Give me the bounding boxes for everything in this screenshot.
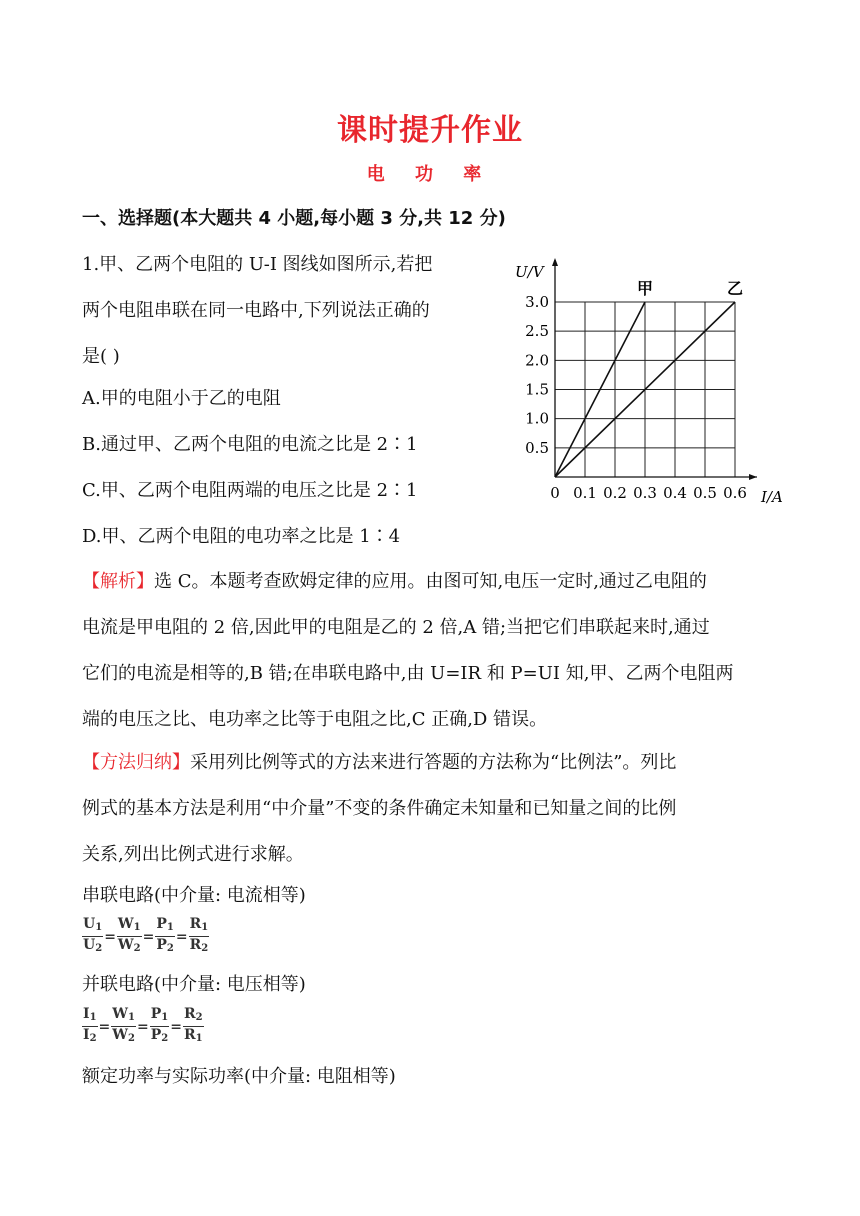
x-tick-label: 0.5 [693, 484, 717, 502]
option-a: A.甲的电阻小于乙的电阻 [82, 388, 281, 409]
analysis-line: 它们的电流是相等的,B 错;在串联电路中,由 U=IR 和 P=UI 知,甲、乙两个电阻两 [82, 663, 734, 684]
fraction [183, 1006, 204, 1047]
option-d: D.甲、乙两个电阻的电功率之比是 1∶4 [82, 526, 401, 547]
fraction [111, 1006, 136, 1047]
numerator: $W_1$ [111, 1006, 136, 1027]
equals-sign: = [142, 928, 155, 945]
numerator: $P_1$ [150, 1006, 170, 1027]
series-label: 甲 [636, 279, 654, 298]
analysis-line: 电流是甲电阻的 2 倍,因此甲的电阻是乙的 2 倍,A 错;当把它们串联起来时,通过 [82, 617, 710, 638]
option-c: C.甲、乙两个电阻两端的电压之比是 2∶1 [82, 480, 418, 501]
x-axis-arrow [749, 474, 757, 480]
y-axis-label: U/V [515, 263, 544, 281]
y-axis-arrow [552, 258, 558, 266]
parallel-label: 并联电路(中介量: 电压相等) [82, 974, 306, 995]
fraction [150, 1006, 170, 1047]
rated-label: 额定功率与实际功率(中介量: 电阻相等) [82, 1066, 396, 1087]
method-line [82, 748, 676, 774]
x-axis-label: I/A [761, 488, 783, 506]
parallel-formula [82, 1006, 204, 1047]
analysis-text: 选 C。本题考查欧姆定律的应用。由图可知,电压一定时,通过乙电阻的 [154, 571, 707, 592]
origin-label: 0 [550, 484, 560, 502]
equals-sign: = [104, 928, 116, 945]
denominator: $R_1$ [183, 1027, 203, 1044]
fraction [189, 916, 210, 957]
method-line: 例式的基本方法是利用“中介量”不变的条件确定未知量和已知量之间的比例 [82, 798, 677, 819]
numerator: $U_1$ [82, 916, 103, 937]
x-tick-label: 0.4 [663, 484, 687, 502]
denominator: $I_2$ [83, 1027, 97, 1044]
x-tick-label: 0.3 [633, 484, 657, 502]
y-tick-label: 1.5 [525, 380, 549, 399]
denominator: $W_2$ [112, 1027, 135, 1044]
series-label: 串联电路(中介量: 电流相等) [82, 885, 306, 906]
denominator: $P_2$ [150, 1027, 169, 1044]
analysis-tag: 【解析】 [82, 571, 154, 592]
page-subtitle: 电 功 率 [366, 164, 494, 185]
ui-chart [505, 248, 795, 510]
method-text: 采用列比例等式的方法来进行答题的方法称为“比例法”。列比 [190, 752, 677, 773]
fraction [155, 916, 175, 957]
equals-sign: = [170, 1018, 182, 1035]
fraction [82, 916, 103, 957]
question-line: 1.甲、乙两个电阻的 U-I 图线如图所示,若把 [82, 254, 433, 275]
question-line: 两个电阻串联在同一电路中,下列说法正确的 [82, 300, 430, 321]
x-tick-label: 0.2 [603, 484, 627, 502]
equals-sign: = [175, 928, 188, 945]
y-tick-label: 0.5 [525, 438, 549, 457]
numerator: $R_2$ [183, 1006, 204, 1027]
numerator: $I_1$ [82, 1006, 98, 1027]
method-tag: 【方法归纳】 [82, 752, 190, 773]
y-tick-label: 2.0 [525, 351, 549, 370]
x-tick-label: 0.1 [573, 484, 597, 502]
series-formula [82, 916, 209, 957]
x-tick-label: 0.6 [723, 484, 747, 502]
method-line: 关系,列出比例式进行求解。 [82, 844, 304, 865]
denominator: $R_2$ [189, 937, 209, 954]
denominator: $P_2$ [156, 937, 174, 954]
numerator: $R_1$ [189, 916, 210, 937]
y-tick-label: 3.0 [525, 293, 549, 311]
analysis-line: 端的电压之比、电功率之比等于电阻之比,C 正确,D 错误。 [82, 709, 548, 730]
fraction [117, 916, 142, 957]
numerator: $W_1$ [117, 916, 142, 937]
section-heading: 一、选择题(本大题共 4 小题,每小题 3 分,共 12 分) [82, 208, 506, 229]
fraction [82, 1006, 98, 1047]
equals-sign: = [98, 1018, 111, 1035]
denominator: $W_2$ [117, 937, 141, 954]
equals-sign: = [136, 1018, 149, 1035]
denominator: $U_2$ [83, 937, 103, 954]
series-label: 乙 [726, 279, 744, 298]
y-tick-label: 1.0 [525, 409, 549, 428]
y-tick-label: 2.5 [525, 322, 549, 341]
question-line: 是( ) [82, 346, 120, 367]
option-b: B.通过甲、乙两个电阻的电流之比是 2∶1 [82, 434, 418, 455]
page-title: 课时提升作业 [337, 113, 523, 148]
numerator: $P_1$ [155, 916, 175, 937]
analysis-line [82, 567, 707, 593]
